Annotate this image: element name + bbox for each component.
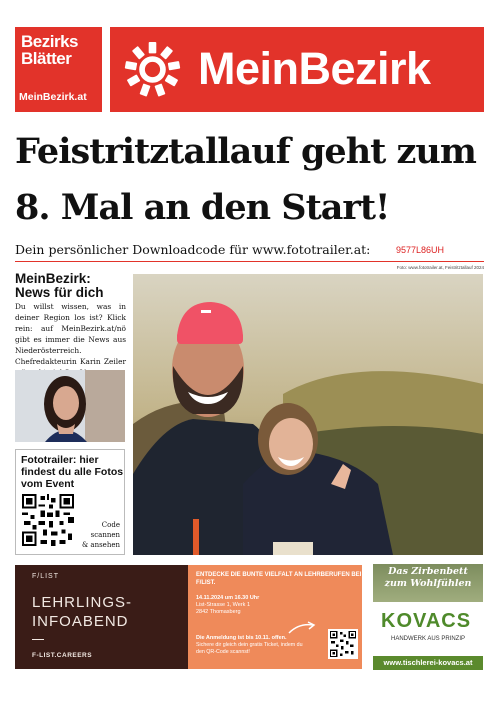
fototrailer-title: Fototrailer: hier findest du alle Fotos vom Event: [21, 454, 124, 490]
news-title: [15, 272, 104, 300]
arrow-right-icon: [287, 621, 317, 635]
flist-website[interactable]: F-LIST.CAREERS: [32, 652, 93, 659]
flist-title-line-1: LEHRLINGS-: [32, 594, 133, 611]
logo-url: MeinBezirk.at: [19, 91, 87, 103]
flist-title-line-2: INFOABEND: [32, 613, 129, 630]
download-text: Dein persönlicher Downloadcode für www.fototrailer.at:: [15, 242, 371, 257]
news-title-line-1: MeinBezirk:: [15, 271, 91, 286]
kovacs-name: KOVACS: [381, 610, 472, 632]
flist-ad-info-panel: [188, 565, 362, 669]
flist-title: [32, 593, 132, 631]
kovacs-slogan-line-1: Das Zirbenbett: [388, 566, 468, 577]
kovacs-tagline: HANDWERK AUS PRINZIP: [390, 636, 465, 642]
qr-code-icon[interactable]: [22, 494, 74, 546]
flist-date: 14.11.2024 um 16.30 Uhr: [196, 595, 260, 601]
fototrailer-box: [15, 449, 125, 555]
photo-credit: Foto: www.fototrailer.at, Feistritztallauf 2024: [396, 265, 484, 270]
bezirksblaetter-logo[interactable]: [15, 27, 102, 112]
flist-address-line-2: 2842 Thomasberg: [196, 609, 241, 615]
flist-address-line-1: List-Strasse 1, Werk 1: [196, 602, 250, 608]
kovacs-slogan-line-2: zum Wohlfühlen: [384, 578, 472, 589]
flist-qr-code[interactable]: [328, 629, 358, 659]
news-body: Du willst wissen, was in deiner Region los ist? Klick rein: auf MeinBezirk.at/nö gibt es immer die News aus Niederösterreich. Chefredakteurin Karin Zeiler: [15, 302, 126, 366]
news-title-line-2: News für dich: [15, 285, 104, 300]
flist-brand: F/LIST: [32, 573, 60, 580]
logo-line-1: Bezirks: [21, 32, 78, 51]
flist-ad[interactable]: [15, 565, 362, 669]
kovacs-slogan: [373, 566, 483, 590]
download-code[interactable]: 9577L86UH: [395, 245, 444, 255]
flist-ad-dark-panel: [15, 565, 188, 669]
event-photo-image: [133, 274, 483, 555]
meinbezirk-banner[interactable]: [110, 27, 484, 112]
flist-divider: [32, 639, 44, 640]
editor-portrait-image: [15, 370, 125, 442]
flist-registration: Die Anmeldung ist bis 10.11. offen.: [196, 635, 287, 641]
qr-caption-line-3: & ansehen: [81, 541, 120, 549]
kovacs-ad[interactable]: [373, 564, 483, 670]
event-photo: [133, 274, 483, 555]
flist-note: Sichere dir gleich dein gratis Ticket, indem du den QR-Code scannst!: [196, 642, 303, 655]
qr-code-icon: [330, 631, 356, 657]
qr-caption-line-2: scannen: [90, 531, 120, 539]
qr-caption-line-1: Code: [101, 521, 120, 529]
brand-name: MeinBezirk: [198, 43, 431, 94]
kovacs-website[interactable]: www.tischlerei-kovacs.at: [373, 656, 483, 670]
editor-portrait: [15, 370, 125, 442]
article-headline: Feistritztallauf geht zum 8. Mal an den Start!: [15, 131, 476, 228]
download-code-line: [15, 242, 484, 262]
sun-logo-icon: [124, 41, 181, 98]
logo-line-2: Blätter: [21, 49, 72, 68]
qr-caption: [82, 520, 120, 550]
flist-headline: ENTDECKE DIE BUNTE VIELFALT AN LEHRBERUFEN BEI F/LIST.: [196, 572, 362, 586]
